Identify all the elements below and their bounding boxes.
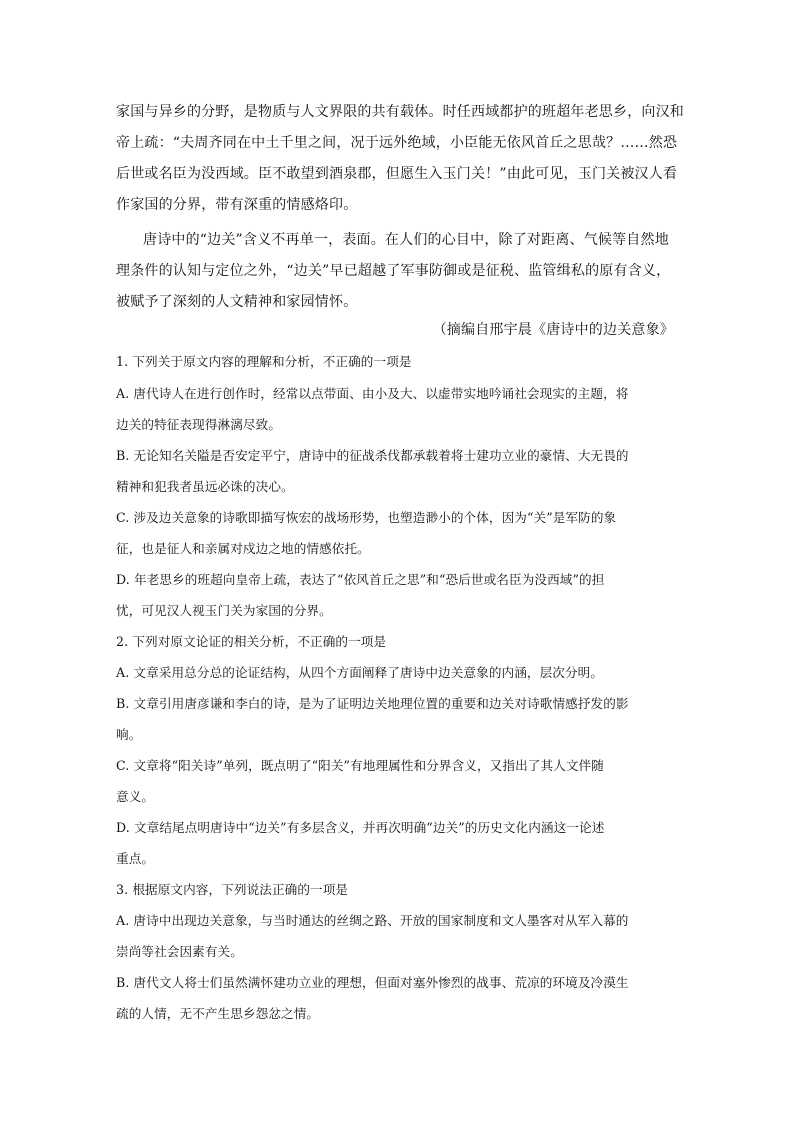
option-b-cont: 精神和犯我者虽远必诛的决心。 xyxy=(116,479,294,494)
option-b: B. 无论知名关隘是否安定平宁，唐诗中的征战杀伐都承载着将士建功立业的豪情、大无畏的 xyxy=(116,448,629,463)
paragraph-line: 作家国的分界，带有深重的情感烙印。 xyxy=(116,197,358,213)
paragraph-line: 家国与异乡的分野，是物质与人文界限的共有载体。时任西域都护的班超年老思乡，向汉和 xyxy=(116,104,684,120)
paragraph-line: 唐诗中的“边关”含义不再单一，表面。在人们的心目中，除了对距离、气候等自然地 xyxy=(143,232,669,248)
option-b: B. 文章引用唐彦谦和李白的诗，是为了证明边关地理位置的重要和边关对诗歌情感抒发的影 xyxy=(116,696,629,711)
option-a: A. 文章采用总分总的论证结构，从四个方面阐释了唐诗中边关意象的内涵，层次分明。 xyxy=(116,665,604,680)
option-d: D. 文章结尾点明唐诗中“边关”有多层含义，并再次明确“边关”的历史文化内涵这一论述 xyxy=(116,820,605,835)
option-b-cont: 响。 xyxy=(116,727,142,742)
option-a: A. 唐代诗人在进行创作时，经常以点带面、由小及大、以虚带实地吟诵社会现实的主题，将 xyxy=(116,386,629,401)
question-stem: 1. 下列关于原文内容的理解和分析，不正确的一项是 xyxy=(116,354,412,369)
option-a-cont: 崇尚等社会因素有关。 xyxy=(116,944,243,959)
source-citation: （摘编自邢宇晨《唐诗中的边关意象》 xyxy=(432,322,674,338)
option-c-cont: 意义。 xyxy=(116,789,155,804)
option-c: C. 涉及边关意象的诗歌即描写恢宏的战场形势，也塑造渺小的个体，因为“关”是军防的象 xyxy=(116,510,617,525)
paragraph-line: 帝上疏：“夫周齐同在中土千里之间，况于远外绝域，小臣能无依风首丘之思哉？……然恐 xyxy=(116,135,678,151)
paragraph-line: 被赋予了深刻的人文精神和家园情怀。 xyxy=(116,294,358,310)
option-b-cont: 疏的人情，无不产生思乡怨忿之情。 xyxy=(116,1006,320,1021)
paragraph-line: 后世或名臣为没西域。臣不敢望到酒泉郡，但愿生入玉门关！”由此可见，玉门关被汉人看 xyxy=(116,166,678,182)
option-d: D. 年老思乡的班超向皇帝上疏，表达了“依风首丘之思”和“恐后世或名臣为没西域”的担 xyxy=(116,572,605,587)
paragraph-line: 理条件的认知与定位之外，“边关”早已超越了军事防御或是征税、监管缉私的原有含义， xyxy=(116,263,671,279)
option-d-cont: 重点。 xyxy=(116,851,155,866)
option-a-cont: 边关的特征表现得淋漓尽致。 xyxy=(116,417,282,432)
question-stem: 2. 下列对原文论证的相关分析，不正确的一项是 xyxy=(116,634,387,649)
option-a: A. 唐诗中出现边关意象，与当时通达的丝绸之路、开放的国家制度和文人墨客对从军入幕的 xyxy=(116,913,629,928)
question-stem: 3. 根据原文内容，下列说法正确的一项是 xyxy=(116,882,349,897)
option-b: B. 唐代文人将士们虽然满怀建功立业的理想，但面对塞外惨烈的战事、荒凉的环境及冷漠生 xyxy=(116,975,629,990)
option-c-cont: 征，也是征人和亲属对戍边之地的情感依托。 xyxy=(116,541,370,556)
option-c: C. 文章将“阳关诗”单列，既点明了“阳关”有地理属性和分界含义，又指出了其人文伴随 xyxy=(116,758,604,773)
option-d-cont: 忧，可见汉人视玉门关为家国的分界。 xyxy=(116,603,332,618)
